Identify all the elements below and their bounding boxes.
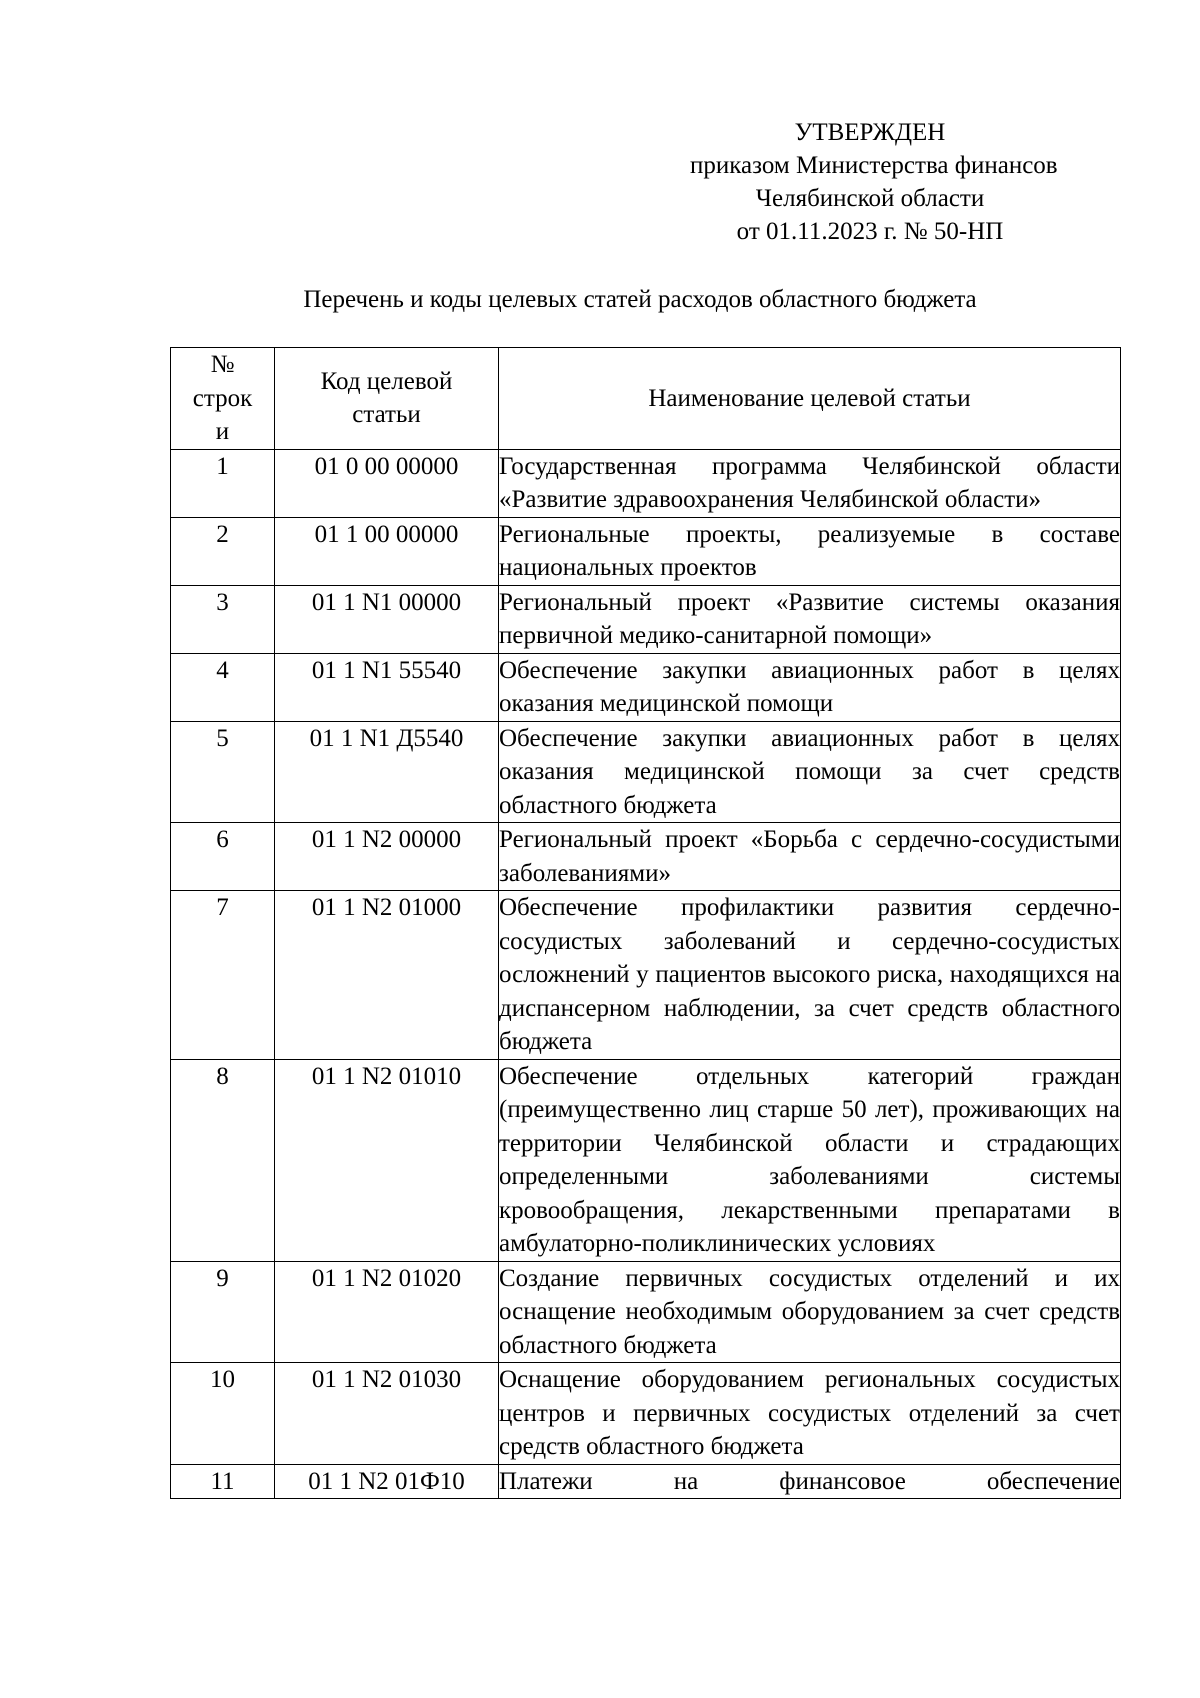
- table-row: [171, 1261, 1121, 1363]
- target-items-table: [170, 347, 1121, 1499]
- row-name: Обеспечение закупки авиационных работ в целях оказания медицинской помощи за счет средств областного бюджета: [499, 721, 1121, 823]
- approval-date-line: от 01.11.2023 г. № 50-НП: [736, 218, 1004, 245]
- approval-region-line: Челябинской области: [755, 185, 985, 212]
- row-number: 11: [171, 1464, 275, 1499]
- row-name: Обеспечение закупки авиационных работ в целях оказания медицинской помощи: [499, 653, 1121, 721]
- row-name: Обеспечение профилактики развития сердечно-сосудистых заболеваний и сердечно-сосудистых осложнений у пациентов высокого риска, находящихся на диспансерном наблюдении, за счет средств областного бюджета: [499, 891, 1121, 1060]
- approval-heading: УТВЕРЖДЕН: [794, 119, 946, 146]
- row-number: 6: [171, 823, 275, 891]
- row-name: Создание первичных сосудистых отделений и их оснащение необходимым оборудованием за счет средств областного бюджета: [499, 1261, 1121, 1363]
- approval-block: [690, 116, 1058, 248]
- row-name: Региональный проект «Борьба с сердечно-сосудистыми заболеваниями»: [499, 823, 1121, 891]
- header-row-number-line1: №: [210, 351, 235, 378]
- header-code-line2: статьи: [352, 401, 421, 429]
- table-row: [171, 721, 1121, 823]
- table-row: [171, 891, 1121, 1060]
- row-name: Государственная программа Челябинской области «Развитие здравоохранения Челябинской области»: [499, 449, 1121, 517]
- row-number: 1: [171, 449, 275, 517]
- header-code-line1: Код целевой: [320, 367, 453, 395]
- table-row: [171, 653, 1121, 721]
- row-code: 01 1 00 00000: [275, 517, 499, 585]
- row-number: 7: [171, 891, 275, 1060]
- row-number: 2: [171, 517, 275, 585]
- table-row: [171, 1363, 1121, 1465]
- row-code: 01 1 N1 00000: [275, 585, 499, 653]
- row-code: 01 1 N2 00000: [275, 823, 499, 891]
- header-name: [499, 348, 1121, 450]
- row-code: 01 1 N1 55540: [275, 653, 499, 721]
- table-row: [171, 449, 1121, 517]
- row-name-cell: [499, 1464, 1121, 1499]
- row-name: Платежи на финансовое обеспечение: [499, 1467, 1120, 1495]
- header-code: [275, 348, 499, 450]
- row-number: 9: [171, 1261, 275, 1363]
- row-number: 10: [171, 1363, 275, 1465]
- approval-order-line: приказом Министерства финансов: [690, 152, 1058, 179]
- row-code: 01 1 N1 Д5540: [275, 721, 499, 823]
- row-number: 5: [171, 721, 275, 823]
- table-row: [171, 517, 1121, 585]
- table-header-row: [171, 348, 1121, 450]
- row-code: 01 1 N2 01Ф10: [275, 1464, 499, 1499]
- header-row-number-line3: и: [215, 418, 230, 445]
- row-code: 01 0 00 00000: [275, 449, 499, 517]
- table-row: [171, 1059, 1121, 1261]
- row-code: 01 1 N2 01030: [275, 1363, 499, 1465]
- document-title: Перечень и коды целевых статей расходов областного бюджета: [303, 286, 977, 313]
- header-row-number-line2: строк: [192, 384, 253, 412]
- row-number: 8: [171, 1059, 275, 1261]
- row-number: 3: [171, 585, 275, 653]
- row-name: Региональный проект «Развитие системы оказания первичной медико-санитарной помощи»: [499, 585, 1121, 653]
- row-name: Региональные проекты, реализуемые в составе национальных проектов: [499, 517, 1121, 585]
- header-name-text: Наименование целевой статьи: [648, 384, 971, 412]
- header-row-number: [171, 348, 275, 450]
- table-row: [171, 823, 1121, 891]
- row-name: Оснащение оборудованием региональных сосудистых центров и первичных сосудистых отделений за счет средств областного бюджета: [499, 1363, 1121, 1465]
- row-code: 01 1 N2 01020: [275, 1261, 499, 1363]
- table-row: [171, 585, 1121, 653]
- row-code: 01 1 N2 01010: [275, 1059, 499, 1261]
- row-code: 01 1 N2 01000: [275, 891, 499, 1060]
- table-row: [171, 1464, 1121, 1499]
- row-number: 4: [171, 653, 275, 721]
- row-name: Обеспечение отдельных категорий граждан (преимущественно лиц старше 50 лет), проживающих на территории Челябинской области и страдающих определенными заболеваниями системы кровообращения, лекарственными препаратами в амбулаторно-поликлинических условиях: [499, 1059, 1121, 1261]
